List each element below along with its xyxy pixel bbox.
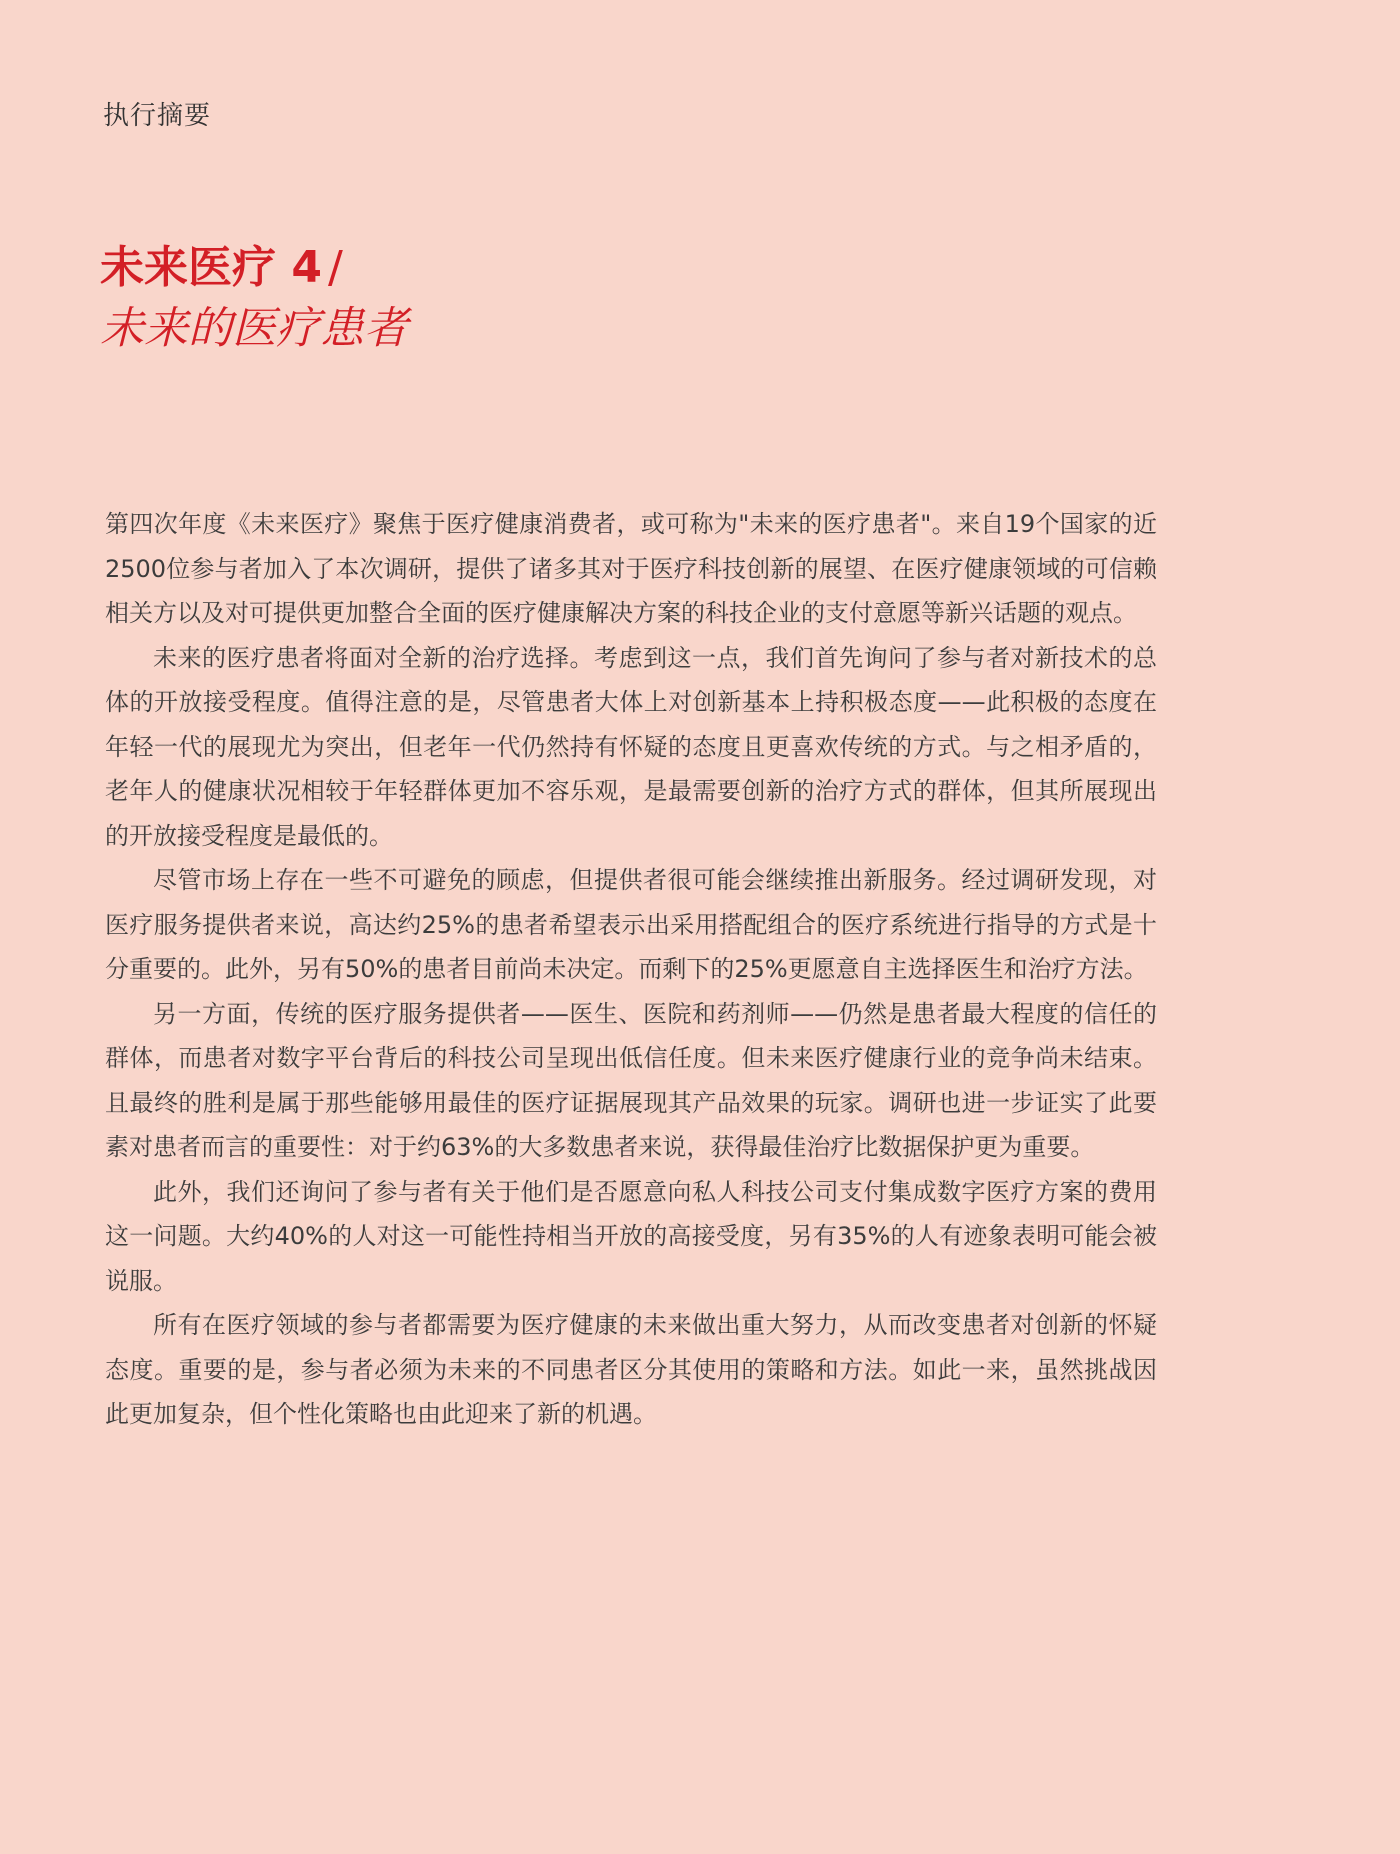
section-label: 执行摘要: [103, 101, 212, 131]
paragraph-6: 所有在医疗领域的参与者都需要为医疗健康的未来做出重大努力，从而改变患者对创新的怀疑态度。重要的是，参与者必须为未来的不同患者区分其使用的策略和方法。如此一来，虽然挑战因此更加复杂，但个性化策略也由此迎来了新的机遇。: [105, 1311, 1157, 1428]
paragraph-1: 第四次年度《未来医疗》聚焦于医疗健康消费者，或可称为"未来的医疗患者"。来自19个国家的近2500位参与者加入了本次调研，提供了诸多其对于医疗科技创新的展望、在医疗健康领域的可信赖相关方以及对可提供更加整合全面的医疗健康解决方案的科技企业的支付意愿等新兴话题的观点。: [105, 510, 1157, 627]
title-slash: /: [327, 242, 343, 293]
paragraph-2: 未来的医疗患者将面对全新的治疗选择。考虑到这一点，我们首先询问了参与者对新技术的总体的开放接受程度。值得注意的是，尽管患者大体上对创新基本上持积极态度——此积极的态度在年轻一代的展现尤为突出，但老年一代仍然持有怀疑的态度且更喜欢传统的方式。与之相矛盾的，老年人的健康状况相较于年轻群体更加不容乐观，是最需要创新的治疗方式的群体，但其所展现出的开放接受程度是最低的。: [105, 643, 1157, 850]
body-text: [105, 502, 1157, 1437]
title-subtitle: 未来的医疗患者: [100, 303, 408, 354]
paragraph-4: 另一方面，传统的医疗服务提供者——医生、医院和药剂师——仍然是患者最大程度的信任的群体，而患者对数字平台背后的科技公司呈现出低信任度。但未来医疗健康行业的竞争尚未结束。且最终的胜利是属于那些能够用最佳的医疗证据展现其产品效果的玩家。调研也进一步证实了此要素对患者而言的重要性：对于约63%的大多数患者来说，获得最佳治疗比数据保护更为重要。: [105, 999, 1157, 1161]
paragraph-3: 尽管市场上存在一些不可避免的顾虑，但提供者很可能会继续推出新服务。经过调研发现，对医疗服务提供者来说，高达约25%的患者希望表示出采用搭配组合的医疗系统进行指导的方式是十分重要的。此外，另有50%的患者目前尚未决定。而剩下的25%更愿意自主选择医生和治疗方法。: [105, 866, 1157, 983]
title-main: [100, 238, 1000, 298]
paragraph-5: 此外，我们还询问了参与者有关于他们是否愿意向私人科技公司支付集成数字医疗方案的费用这一问题。大约40%的人对这一可能性持相当开放的高接受度，另有35%的人有迹象表明可能会被说服。: [105, 1177, 1157, 1295]
page-title: [100, 238, 1000, 360]
title-main-text: 未来医疗 4: [100, 242, 322, 293]
